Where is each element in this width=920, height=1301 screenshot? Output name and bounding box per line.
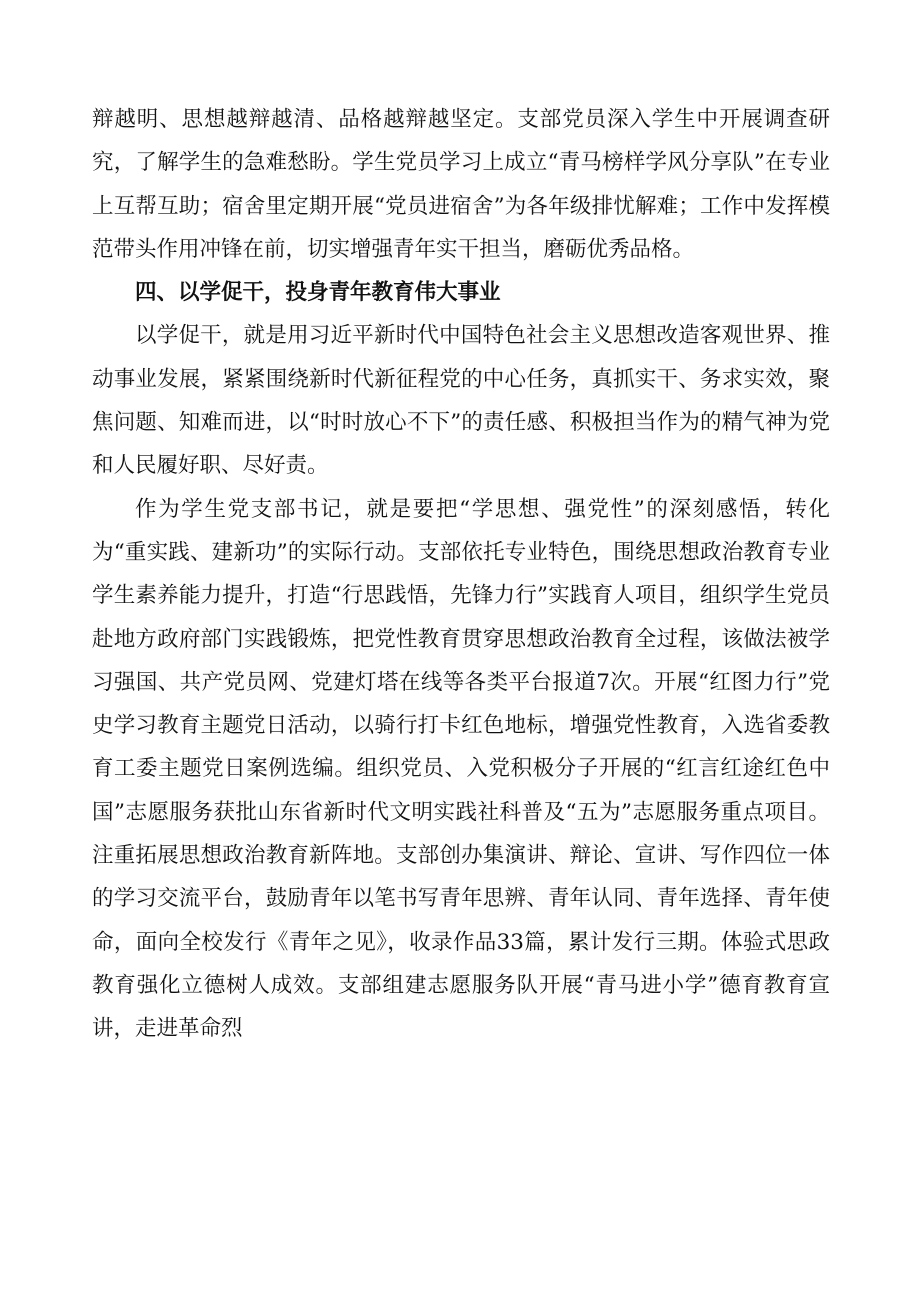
- document-page: [92, 98, 830, 1051]
- continued-paragraph: 辩越明、思想越辩越清、品格越辩越坚定。支部党员深入学生中开展调查研究，了解学生的急难愁盼。学生党员学习上成立“青马榜样学风分享队”在专业上互帮互助；宿舍里定期开展“党员进宿舍”为各年级排忧解难；工作中发挥模范带头作用冲锋在前，切实增强青年实干担当，磨砺优秀品格。: [92, 107, 830, 262]
- intro-paragraph: 以学促干，就是用习近平新时代中国特色社会主义思想改造客观世界、推动事业发展，紧紧围绕新时代新征程党的中心任务，真抓实干、务求实效，聚焦问题、知难而进，以“时时放心不下”的责任感、积极担当作为的精气神为党和人民履好职、尽好责。: [92, 323, 830, 479]
- section-heading: 四、以学促干，投身青年教育伟大事业: [135, 280, 501, 306]
- practice-paragraph: 作为学生党支部书记，就是要把“学思想、强党性”的深刻感悟，转化为“重实践、建新功”的实际行动。支部依托专业特色，围绕思想政治教育专业学生素养能力提升，打造“行思践悟，先锋力行”实践育人项目，组织学生党员赴地方政府部门实践锻炼，把党性教育贯穿思想政治教育全过程，该做法被学习强国、共产党员网、党建灯塔在线等各类平台报道7次。开展“红图力行”党史学习教育主题党日活动，以骑行打卡红色地标，增强党性教育，入选省委教育工委主题党日案例选编。组织党员、入党积极分子开展的“红言红途红色中国”志愿服务获批山东省新时代文明实践社科普及“五为”志愿服务重点项目。注重拓展思想政治教育新阵地。支部创办集演讲、辩论、宣讲、写作四位一体的学习交流平台，鼓励青年以笔书写青年思辨、青年认同、青年选择、青年使命，面向全校发行《青年之见》，收录作品33篇，累计发行三期。体验式思政教育强化立德树人成效。支部组建志愿服务队开展“青马进小学”德育教育宣讲，走进革命烈: [92, 496, 830, 1042]
